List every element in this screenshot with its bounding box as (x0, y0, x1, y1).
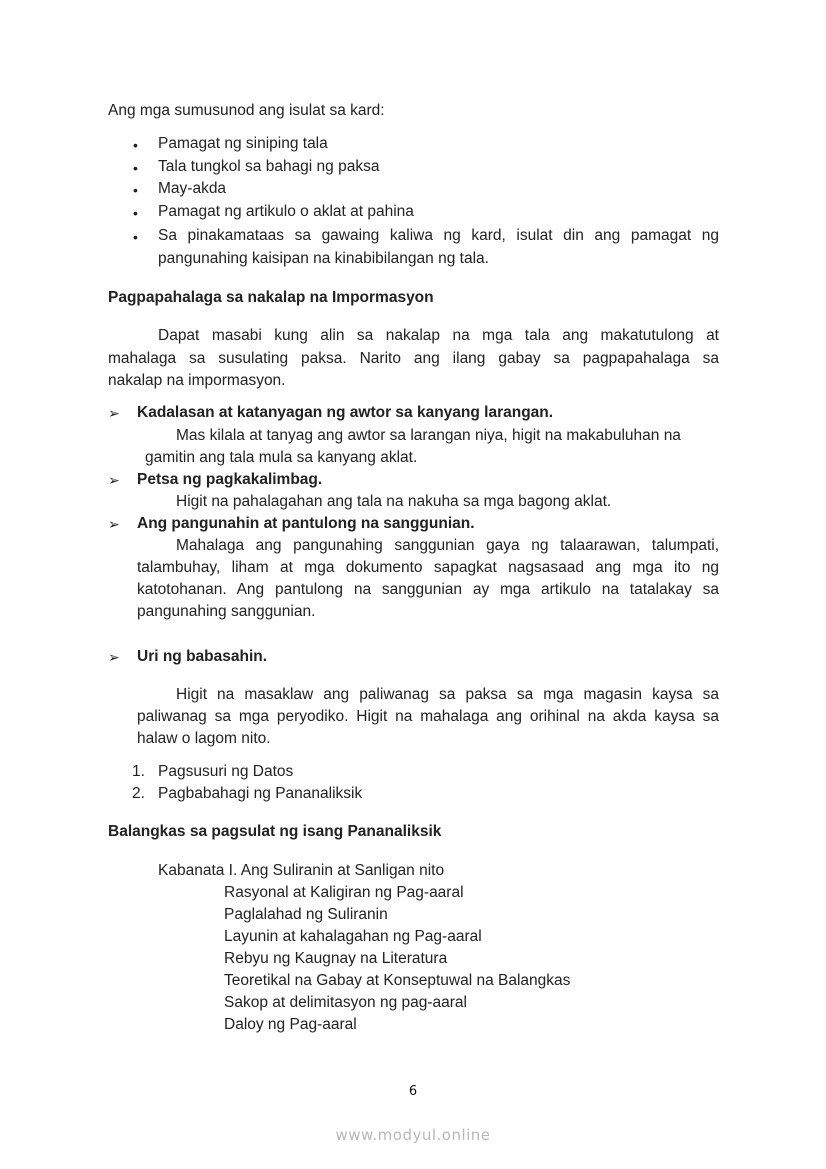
guide-text: katotohanan. Ang pantulong na sanggunian ay mga artikulo na tatalakay sa (137, 581, 719, 598)
guide-text: Mahalaga ang pangunahing sanggunian gaya ng talaarawan, talumpati, (176, 537, 719, 554)
list-item: Sa pinakamataas sa gawaing kaliwa ng kard, isulat din ang pamagat ng (158, 227, 719, 244)
list-item: Tala tungkol sa bahagi ng paksa (158, 158, 380, 175)
guide-text: gamitin ang tala mula sa kanyang aklat. (145, 449, 418, 466)
section-heading: Balangkas sa pagsulat ng isang Pananaliksik (108, 823, 442, 840)
list-item-continuation: pangunahing kaisipan na kinabibilangan ng tala. (158, 250, 489, 267)
chapter-title: Kabanata I. Ang Suliranin at Sanligan nito (158, 862, 445, 879)
guide-title: Uri ng babasahin. (137, 648, 268, 665)
paragraph-line: nakalap na impormasyon. (108, 372, 286, 389)
paragraph-line: Dapat masabi kung alin sa nakalap na mga tala ang makatutulong at (158, 327, 719, 344)
outline-item: Daloy ng Pag-aaral (224, 1016, 357, 1033)
arrow-bullet-icon: ➢ (108, 649, 120, 665)
list-item: Pamagat ng siniping tala (158, 135, 328, 152)
guide-text: talambuhay, liham at mga dokumento sapagkat nagsasaad ang mga ito ng (137, 559, 719, 576)
guide-title: Kadalasan at katanyagan ng awtor sa kanyang larangan. (137, 404, 554, 421)
section-heading: Pagpapahalaga sa nakalap na Impormasyon (108, 289, 434, 306)
bullet-icon: • (133, 182, 138, 198)
arrow-bullet-icon: ➢ (108, 516, 120, 532)
guide-text: Higit na pahalagahan ang tala na nakuha sa mga bagong aklat. (176, 493, 612, 510)
guide-title: Petsa ng pagkakalimbag. (137, 471, 323, 488)
outline-item: Paglalahad ng Suliranin (224, 906, 388, 923)
intro-text: Ang mga sumusunod ang isulat sa kard: (108, 102, 385, 119)
list-item: May-akda (158, 180, 227, 197)
arrow-bullet-icon: ➢ (108, 405, 120, 421)
numbered-item: Pagsusuri ng Datos (158, 763, 294, 780)
arrow-bullet-icon: ➢ (108, 472, 120, 488)
list-item: Pamagat ng artikulo o aklat at pahina (158, 203, 414, 220)
outline-item: Teoretikal na Gabay at Konseptuwal na Balangkas (224, 972, 571, 989)
list-number: 1. (132, 763, 145, 780)
paragraph-line: mahalaga sa susulating paksa. Narito ang ilang gabay sa pagpapahalaga sa (108, 350, 719, 367)
outline-item: Layunin at kahalagahan ng Pag-aaral (224, 928, 482, 945)
bullet-icon: • (133, 205, 138, 221)
guide-text: halaw o lagom nito. (137, 730, 271, 747)
outline-item: Sakop at delimitasyon ng pag-aaral (224, 994, 467, 1011)
numbered-item: Pagbabahagi ng Pananaliksik (158, 785, 363, 802)
page-number: 6 (408, 1084, 418, 1099)
guide-text: pangunahing sanggunian. (137, 603, 316, 620)
guide-text: Mas kilala at tanyag ang awtor sa larangan niya, higit na makabuluhan na (176, 427, 681, 444)
list-number: 2. (132, 785, 145, 802)
outline-item: Rebyu ng Kaugnay na Literatura (224, 950, 448, 967)
bullet-icon: • (133, 229, 138, 245)
guide-title: Ang pangunahin at pantulong na sanggunian. (137, 515, 475, 532)
bullet-icon: • (133, 137, 138, 153)
watermark: www.modyul.online (335, 1126, 491, 1144)
guide-text: Higit na masaklaw ang paliwanag sa paksa sa mga magasin kaysa sa (176, 686, 719, 703)
guide-text: paliwanag sa mga peryodiko. Higit na mahalaga ang orihinal na akda kaysa sa (137, 708, 719, 725)
bullet-icon: • (133, 160, 138, 176)
outline-item: Rasyonal at Kaligiran ng Pag-aaral (224, 884, 464, 901)
